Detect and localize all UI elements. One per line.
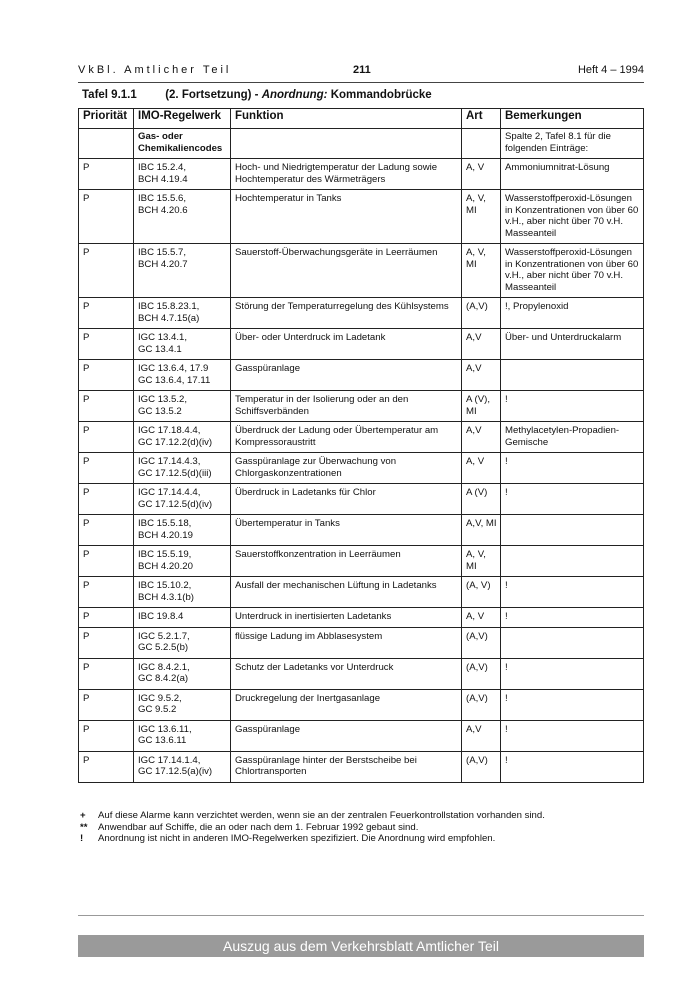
- cell-func: Schutz der Ladetanks vor Unterdruck: [231, 658, 462, 689]
- cell-bem: !, Propylenoxid: [501, 298, 644, 329]
- cell-imo: IBC 19.8.4: [134, 608, 231, 628]
- table-row: [79, 244, 644, 298]
- cell-prio: P: [79, 422, 134, 453]
- cell-imo: IGC 17.14.1.4, GC 17.12.5(a)(iv): [134, 751, 231, 782]
- cell-imo: IGC 17.14.4.3, GC 17.12.5(d)(iii): [134, 453, 231, 484]
- caption-prefix: (2. Fortsetzung) -: [165, 89, 259, 101]
- cell-art: A, V: [462, 608, 501, 628]
- cell-art: (A,V): [462, 689, 501, 720]
- page-header: [78, 62, 644, 83]
- cell-func: Temperatur in der Isolierung oder an den Schiffsverbänden: [231, 391, 462, 422]
- cell-imo: IBC 15.5.18, BCH 4.20.19: [134, 515, 231, 546]
- cell-prio: P: [79, 689, 134, 720]
- cell-art: A,V: [462, 720, 501, 751]
- footnote-text: Auf diese Alarme kann verzichtet werden, wenn sie an der zentralen Feuerkontrollstation vorhanden sind.: [98, 810, 545, 821]
- cell-prio: P: [79, 577, 134, 608]
- cell-imo: IGC 5.2.1.7, GC 5.2.5(b): [134, 627, 231, 658]
- cell-imo: IGC 8.4.2.1, GC 8.4.2(a): [134, 658, 231, 689]
- cell-bem: !: [501, 720, 644, 751]
- cell-func: Gasspüranlage hinter der Berstscheibe bei Chlortransporten: [231, 751, 462, 782]
- table-header-row: [79, 109, 644, 129]
- cell-prio: P: [79, 190, 134, 244]
- cell-imo: IBC 15.5.19, BCH 4.20.20: [134, 546, 231, 577]
- footer-rule: [78, 915, 644, 916]
- cell-prio: P: [79, 391, 134, 422]
- table-row: [79, 422, 644, 453]
- cell-func: Sauerstoffkonzentration in Leerräumen: [231, 546, 462, 577]
- cell-imo: IGC 9.5.2, GC 9.5.2: [134, 689, 231, 720]
- cell-bem: [501, 360, 644, 391]
- cell-art: A, V, MI: [462, 190, 501, 244]
- cell-prio: P: [79, 751, 134, 782]
- cell-imo: IGC 13.4.1, GC 13.4.1: [134, 329, 231, 360]
- cell-prio: P: [79, 658, 134, 689]
- cell-bem: [501, 627, 644, 658]
- cell-func: Unterdruck in inertisierten Ladetanks: [231, 608, 462, 628]
- table-caption: [82, 89, 432, 101]
- cell-bem: !: [501, 658, 644, 689]
- cell-func: Übertemperatur in Tanks: [231, 515, 462, 546]
- cell-func: Störung der Temperaturregelung des Kühlsystems: [231, 298, 462, 329]
- cell-art: (A, V): [462, 577, 501, 608]
- cell-bem: Wasserstoffperoxid-Lösungen in Konzentrationen von über 60 v.H., aber nicht über 70 v.H. Masseanteil: [501, 244, 644, 298]
- cell-art: (A,V): [462, 298, 501, 329]
- alarm-table: [78, 108, 644, 783]
- cell-art: A,V: [462, 422, 501, 453]
- cell-prio: P: [79, 298, 134, 329]
- cell-art: A,V, MI: [462, 515, 501, 546]
- footnote-symbol: !: [80, 833, 84, 844]
- cell-bem: !: [501, 751, 644, 782]
- cell-func: Gasspüranlage: [231, 720, 462, 751]
- cell-bem: !: [501, 453, 644, 484]
- cell-bem: !: [501, 608, 644, 628]
- cell-func: Gasspüranlage zur Überwachung von Chlorgaskonzentrationen: [231, 453, 462, 484]
- cell-art: A, V: [462, 453, 501, 484]
- cell-imo: IGC 13.5.2, GC 13.5.2: [134, 391, 231, 422]
- footnote: [80, 822, 640, 834]
- cell-imo: IBC 15.2.4, BCH 4.19.4: [134, 159, 231, 190]
- caption-suffix: Kommandobrücke: [330, 89, 432, 101]
- cell-imo: IGC 13.6.4, 17.9 GC 13.6.4, 17.11: [134, 360, 231, 391]
- cell-imo: IBC 15.10.2, BCH 4.3.1(b): [134, 577, 231, 608]
- footnote: [80, 810, 640, 822]
- subheader-prio-empty: [79, 129, 134, 159]
- footnotes: [80, 810, 640, 845]
- cell-imo: IGC 17.14.4.4, GC 17.12.5(d)(iv): [134, 484, 231, 515]
- caption-italic: Anordnung:: [261, 89, 328, 101]
- table-number: Tafel 9.1.1: [82, 89, 137, 101]
- table-row: [79, 484, 644, 515]
- cell-prio: P: [79, 360, 134, 391]
- cell-func: Ausfall der mechanischen Lüftung in Ladetanks: [231, 577, 462, 608]
- cell-func: Überdruck in Ladetanks für Chlor: [231, 484, 462, 515]
- page-number: 211: [353, 64, 371, 76]
- table-row: [79, 720, 644, 751]
- table-row: [79, 546, 644, 577]
- cell-bem: Methylacetylen-Propadien-Gemische: [501, 422, 644, 453]
- cell-imo: IBC 15.5.7, BCH 4.20.7: [134, 244, 231, 298]
- cell-func: Hoch- und Niedrigtemperatur der Ladung sowie Hochtemperatur des Wärmeträgers: [231, 159, 462, 190]
- table-row: [79, 159, 644, 190]
- cell-func: Hochtemperatur in Tanks: [231, 190, 462, 244]
- cell-art: (A,V): [462, 751, 501, 782]
- footnote-text: Anordnung ist nicht in anderen IMO-Regelwerken spezifiziert. Die Anordnung wird empfohlen.: [98, 833, 496, 844]
- cell-bem: !: [501, 484, 644, 515]
- cell-bem: Über- und Unterdruckalarm: [501, 329, 644, 360]
- cell-bem: [501, 546, 644, 577]
- header-bemerkungen: Bemerkungen: [501, 109, 644, 129]
- table-row: [79, 329, 644, 360]
- cell-art: A (V): [462, 484, 501, 515]
- cell-func: Druckregelung der Inertgasanlage: [231, 689, 462, 720]
- cell-imo: IBC 15.8.23.1, BCH 4.7.15(a): [134, 298, 231, 329]
- cell-prio: P: [79, 515, 134, 546]
- issue-label: Heft 4 – 1994: [577, 64, 644, 76]
- header-funktion: Funktion: [231, 109, 462, 129]
- table-row: [79, 608, 644, 628]
- cell-art: A,V: [462, 329, 501, 360]
- cell-bem: !: [501, 391, 644, 422]
- footnote: [80, 833, 640, 845]
- cell-art: (A,V): [462, 627, 501, 658]
- cell-func: Überdruck der Ladung oder Übertemperatur am Kompressoraustritt: [231, 422, 462, 453]
- subheader-func-empty: [231, 129, 462, 159]
- cell-bem: Wasserstoffperoxid-Lösungen in Konzentrationen von über 60 v.H., aber nicht über 70 v.H. Masseanteil: [501, 190, 644, 244]
- cell-func: Gasspüranlage: [231, 360, 462, 391]
- subheader-codes: Gas- oder Chemikaliencodes: [134, 129, 231, 159]
- cell-prio: P: [79, 453, 134, 484]
- journal-name: VkBl. Amtlicher Teil: [78, 64, 232, 76]
- cell-art: A, V, MI: [462, 244, 501, 298]
- footnote-symbol: **: [80, 821, 88, 833]
- table-row: [79, 391, 644, 422]
- cell-prio: P: [79, 159, 134, 190]
- cell-bem: Ammoniumnitrat-Lösung: [501, 159, 644, 190]
- cell-prio: P: [79, 484, 134, 515]
- cell-prio: P: [79, 546, 134, 577]
- footer-banner: Auszug aus dem Verkehrsblatt Amtlicher Teil: [78, 935, 644, 957]
- table-row: [79, 190, 644, 244]
- cell-bem: !: [501, 577, 644, 608]
- footnote-symbol: +: [80, 810, 86, 821]
- header-art: Art: [462, 109, 501, 129]
- cell-art: A, V, MI: [462, 546, 501, 577]
- table-subheader-row: [79, 129, 644, 159]
- subheader-art-empty: [462, 129, 501, 159]
- cell-bem: !: [501, 689, 644, 720]
- table-row: [79, 751, 644, 782]
- cell-func: Über- oder Unterdruck im Ladetank: [231, 329, 462, 360]
- table-row: [79, 577, 644, 608]
- cell-prio: P: [79, 627, 134, 658]
- cell-art: A (V), MI: [462, 391, 501, 422]
- cell-imo: IGC 17.18.4.4, GC 17.12.2(d)(iv): [134, 422, 231, 453]
- cell-prio: P: [79, 608, 134, 628]
- cell-prio: P: [79, 720, 134, 751]
- table-row: [79, 360, 644, 391]
- table-row: [79, 515, 644, 546]
- subheader-bem: Spalte 2, Tafel 8.1 für die folgenden Einträge:: [501, 129, 644, 159]
- header-prioritaet: Priorität: [79, 109, 134, 129]
- header-imo-regelwerk: IMO-Regelwerk: [134, 109, 231, 129]
- table-row: [79, 689, 644, 720]
- cell-imo: IBC 15.5.6, BCH 4.20.6: [134, 190, 231, 244]
- table-row: [79, 453, 644, 484]
- table-row: [79, 658, 644, 689]
- footnote-text: Anwendbar auf Schiffe, die an oder nach dem 1. Februar 1992 gebaut sind.: [98, 821, 419, 833]
- table-row: [79, 298, 644, 329]
- cell-art: A,V: [462, 360, 501, 391]
- cell-art: A, V: [462, 159, 501, 190]
- cell-imo: IGC 13.6.11, GC 13.6.11: [134, 720, 231, 751]
- cell-prio: P: [79, 329, 134, 360]
- cell-bem: [501, 515, 644, 546]
- cell-art: (A,V): [462, 658, 501, 689]
- table-row: [79, 627, 644, 658]
- cell-func: Sauerstoff-Überwachungsgeräte in Leerräumen: [231, 244, 462, 298]
- cell-func: flüssige Ladung im Abblasesystem: [231, 627, 462, 658]
- cell-prio: P: [79, 244, 134, 298]
